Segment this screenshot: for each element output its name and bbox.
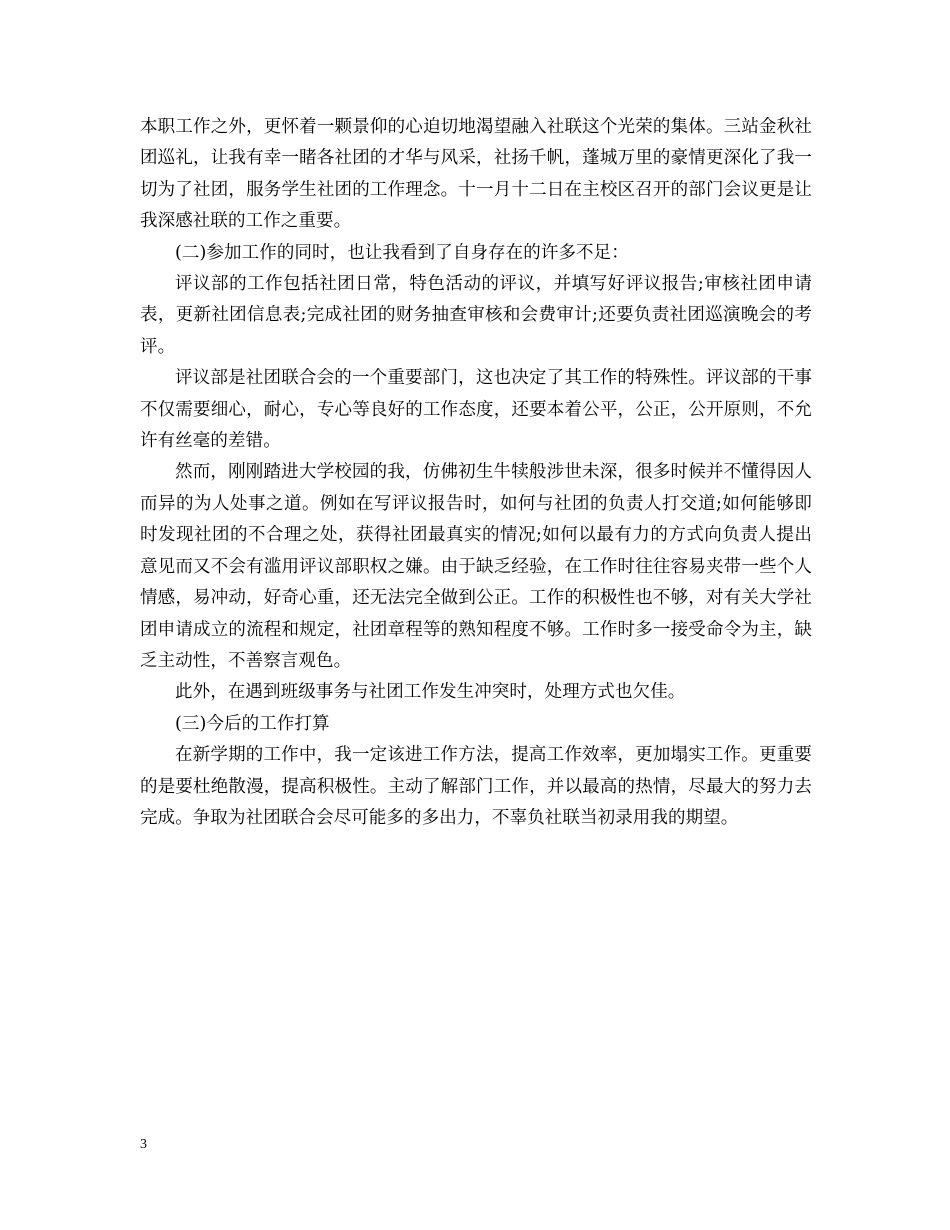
- paragraph: 评议部是社团联合会的一个重要部门，这也决定了其工作的特殊性。评议部的干事不仅需要细心，耐心，专心等良好的工作态度，还要本着公平，公正，公开原则，不允许有丝毫的差错。: [140, 368, 812, 452]
- paragraph: 本职工作之外，更怀着一颗景仰的心迫切地渴望融入社联这个光荣的集体。三站金秋社团巡礼，让我有幸一睹各社团的才华与风采，社扬千帆，蓬城万里的豪情更深化了我一切为了社团，服务学生社团的工作理念。十一月十二日在主校区召开的部门会议更是让我深感社联的工作之重要。: [140, 117, 812, 232]
- page-number: 3: [140, 1137, 147, 1152]
- paragraph: 然而，刚刚踏进大学校园的我，仿佛初生牛犊般涉世未深，很多时候并不懂得因人而异的为人处事之道。例如在写评议报告时，如何与社团的负责人打交道;如何能够即时发现社团的不合理之处，获得社团最真实的情况;如何以最有力的方式向负责人提出意见而又不会有滥用评议部职权之嫌。由于缺乏经验，在工作时往往容易夹带一些个人情感，易冲动，好奇心重，还无法完全做到公正。工作的积极性也不够，对有关大学社团申请成立的流程和规定，社团章程等的熟知程度不够。工作时多一接受命令为主，缺乏主动性，不善察言观色。: [140, 462, 812, 671]
- paragraph: (二)参加工作的同时，也让我看到了自身存在的许多不足：: [175, 242, 629, 263]
- section-heading: (三)今后的工作打算: [175, 713, 330, 734]
- paragraph: 在新学期的工作中，我一定该进工作方法，提高工作效率，更加塌实工作。更重要的是要杜绝散漫，提高积极性。主动了解部门工作，并以最高的热情，尽最大的努力去完成。争取为社团联合会尽可能多的多出力，不辜负社联当初录用我的期望。: [140, 745, 812, 828]
- paragraph: 评议部的工作包括社团日常，特色活动的评议，并填写好评议报告;审核社团申请表，更新社团信息表;完成社团的财务抽查审核和会费审计;还要负责社团巡演晚会的考评。: [140, 274, 812, 357]
- paragraph: 此外，在遇到班级事务与社团工作发生冲突时，处理方式也欠佳。: [175, 682, 686, 703]
- body-text: [140, 112, 812, 834]
